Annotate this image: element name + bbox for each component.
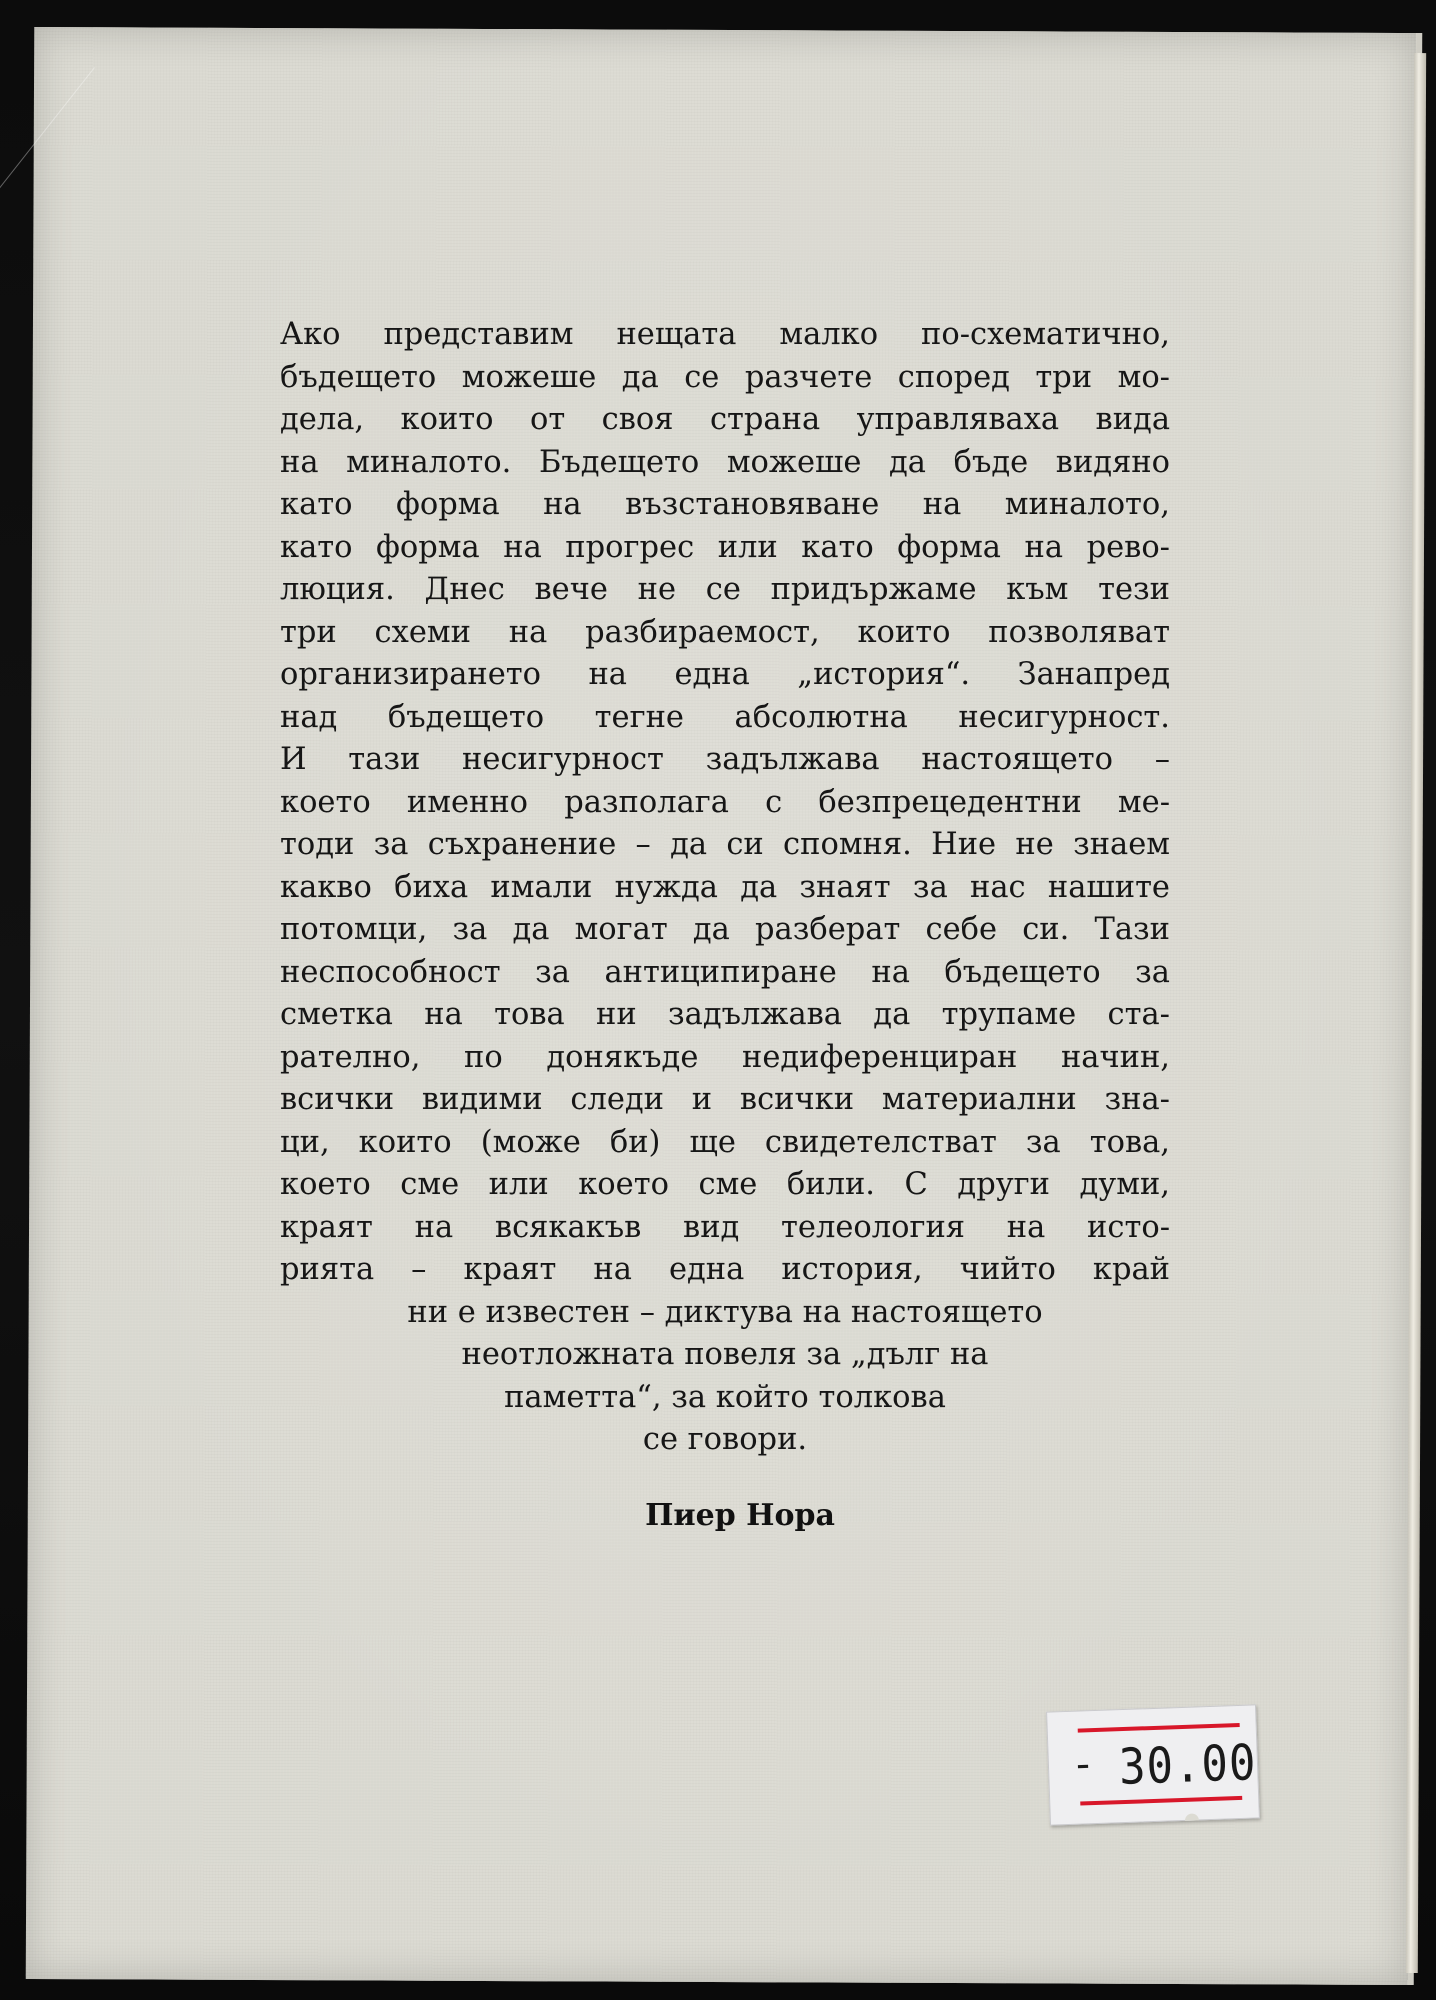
- passage-line: сметка на това ни задължава да трупаме ста-: [280, 997, 1170, 1032]
- passage-line: рията – краят на една история, чийто край: [280, 1252, 1170, 1287]
- passage-line: тоди за съхранение – да си спомня. Ние не знаем: [280, 827, 1170, 862]
- passage-line: ци, които (може би) ще свидетелстват за това,: [280, 1124, 1170, 1160]
- passage-line: над бъдещето тегне абсолютна несигурност.: [280, 699, 1170, 735]
- passage-line: люция. Днес вече не се придържаме към тези: [280, 572, 1170, 607]
- cover-crease: [0, 67, 252, 396]
- passage-line: ни е известен – диктува на настоящето: [407, 1294, 1043, 1330]
- passage-line: всички видими следи и всички материални зна-: [280, 1082, 1170, 1117]
- price-value: 30.00: [1118, 1734, 1258, 1797]
- price-dash: -: [1070, 1741, 1096, 1788]
- passage-line: дела, които от своя страна управляваха вида: [280, 402, 1170, 437]
- sticker-notch: [1185, 1813, 1199, 1820]
- passage-line: като форма на възстановяване на миналото,: [280, 487, 1170, 522]
- passage-line: потомци, за да могат да разберат себе си. Тази: [280, 912, 1170, 947]
- passage-line: неспособност за антиципиране на бъдещето за: [280, 954, 1170, 990]
- passage-line: организирането на една „история“. Занапред: [280, 657, 1170, 692]
- price-sticker-bottom-rule: [1080, 1796, 1242, 1806]
- passage-line: три схеми на разбираемост, които позволяват: [280, 614, 1170, 650]
- passage-line: паметта“, за който толкова: [504, 1379, 946, 1415]
- passage-line: което сме или което сме били. С други думи,: [280, 1167, 1170, 1202]
- passage-line: Ако представим нещата малко по-схематично,: [280, 317, 1170, 352]
- passage-line: неотложната повеля за „дълг на: [461, 1337, 989, 1372]
- passage-line: бъдещето можеше да се разчете според три мо-: [280, 359, 1170, 395]
- passage-line: рателно, по донякъде недиференциран начин,: [280, 1039, 1170, 1075]
- passage-line: И тази несигурност задължава настоящето –: [280, 742, 1170, 777]
- passage-line: което именно разполага с безпрецедентни ме-: [280, 784, 1170, 820]
- passage-line: на миналото. Бъдещето можеше да бъде видяно: [280, 444, 1170, 480]
- price-sticker-top-rule: [1078, 1723, 1240, 1733]
- author-name: Пиер Нора: [645, 1498, 835, 1533]
- cover-passage: [280, 314, 1170, 1462]
- passage-line: като форма на прогрес или като форма на рево-: [280, 529, 1170, 565]
- passage-line: какво биха имали нужда да знаят за нас нашите: [280, 869, 1170, 905]
- price-sticker: [1046, 1704, 1260, 1825]
- passage-line: се говори.: [642, 1422, 808, 1457]
- passage-line: краят на всякакъв вид телеология на исто-: [280, 1209, 1170, 1245]
